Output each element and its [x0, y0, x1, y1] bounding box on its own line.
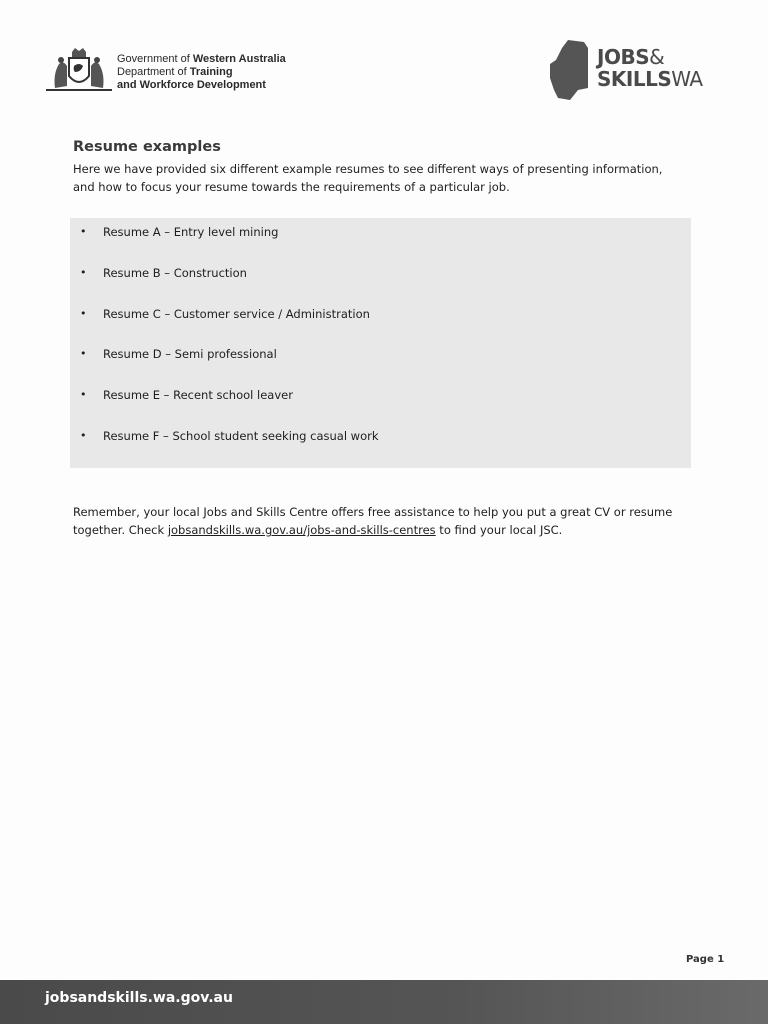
list-item-label: Resume F – School student seeking casual work: [103, 429, 379, 443]
government-department-label: Government of Western Australia Department of Training and Workforce Development: [117, 53, 286, 91]
jobs-and-skills-wa-logo: [548, 38, 723, 102]
bullet-icon: •: [80, 388, 87, 401]
bullet-icon: •: [80, 429, 87, 442]
list-item-label: Resume B – Construction: [103, 266, 247, 280]
remember-text-before: Remember, your local Jobs and Skills Centre offers free assistance to help you put a great CV or resume together. Check: [73, 505, 673, 537]
bullet-icon: •: [80, 225, 87, 238]
list-item-label: Resume D – Semi professional: [103, 347, 277, 361]
bullet-icon: •: [80, 307, 87, 320]
remember-paragraph: [73, 503, 693, 539]
wa-map-icon: [548, 38, 596, 102]
intro-paragraph: Here we have provided six different example resumes to see different ways of presenting information, and how to focus your resume towards the requirements of a particular job.: [73, 162, 663, 194]
resume-list-panel: [70, 218, 691, 468]
footer-website-url: jobsandskills.wa.gov.au: [45, 990, 233, 1006]
list-item-label: Resume E – Recent school leaver: [103, 388, 293, 402]
bullet-icon: •: [80, 347, 87, 360]
list-item-label: Resume C – Customer service / Administration: [103, 307, 370, 321]
bullet-icon: •: [80, 266, 87, 279]
wa-coat-of-arms-icon: [45, 44, 113, 96]
page-number: Page 1: [686, 954, 725, 965]
logo-wordmark-line1: JOBS&: [597, 45, 665, 69]
section-title: Resume examples: [73, 139, 221, 155]
remember-text-after: to find your local JSC.: [435, 523, 563, 537]
jobs-and-skills-centres-link[interactable]: jobsandskills.wa.gov.au/jobs-and-skills-centres: [167, 523, 436, 537]
footer-bar: [0, 980, 768, 1024]
list-item-label: Resume A – Entry level mining: [103, 225, 279, 239]
logo-wordmark-line2: SKILLSWA: [597, 67, 703, 91]
page-header: [0, 0, 768, 120]
